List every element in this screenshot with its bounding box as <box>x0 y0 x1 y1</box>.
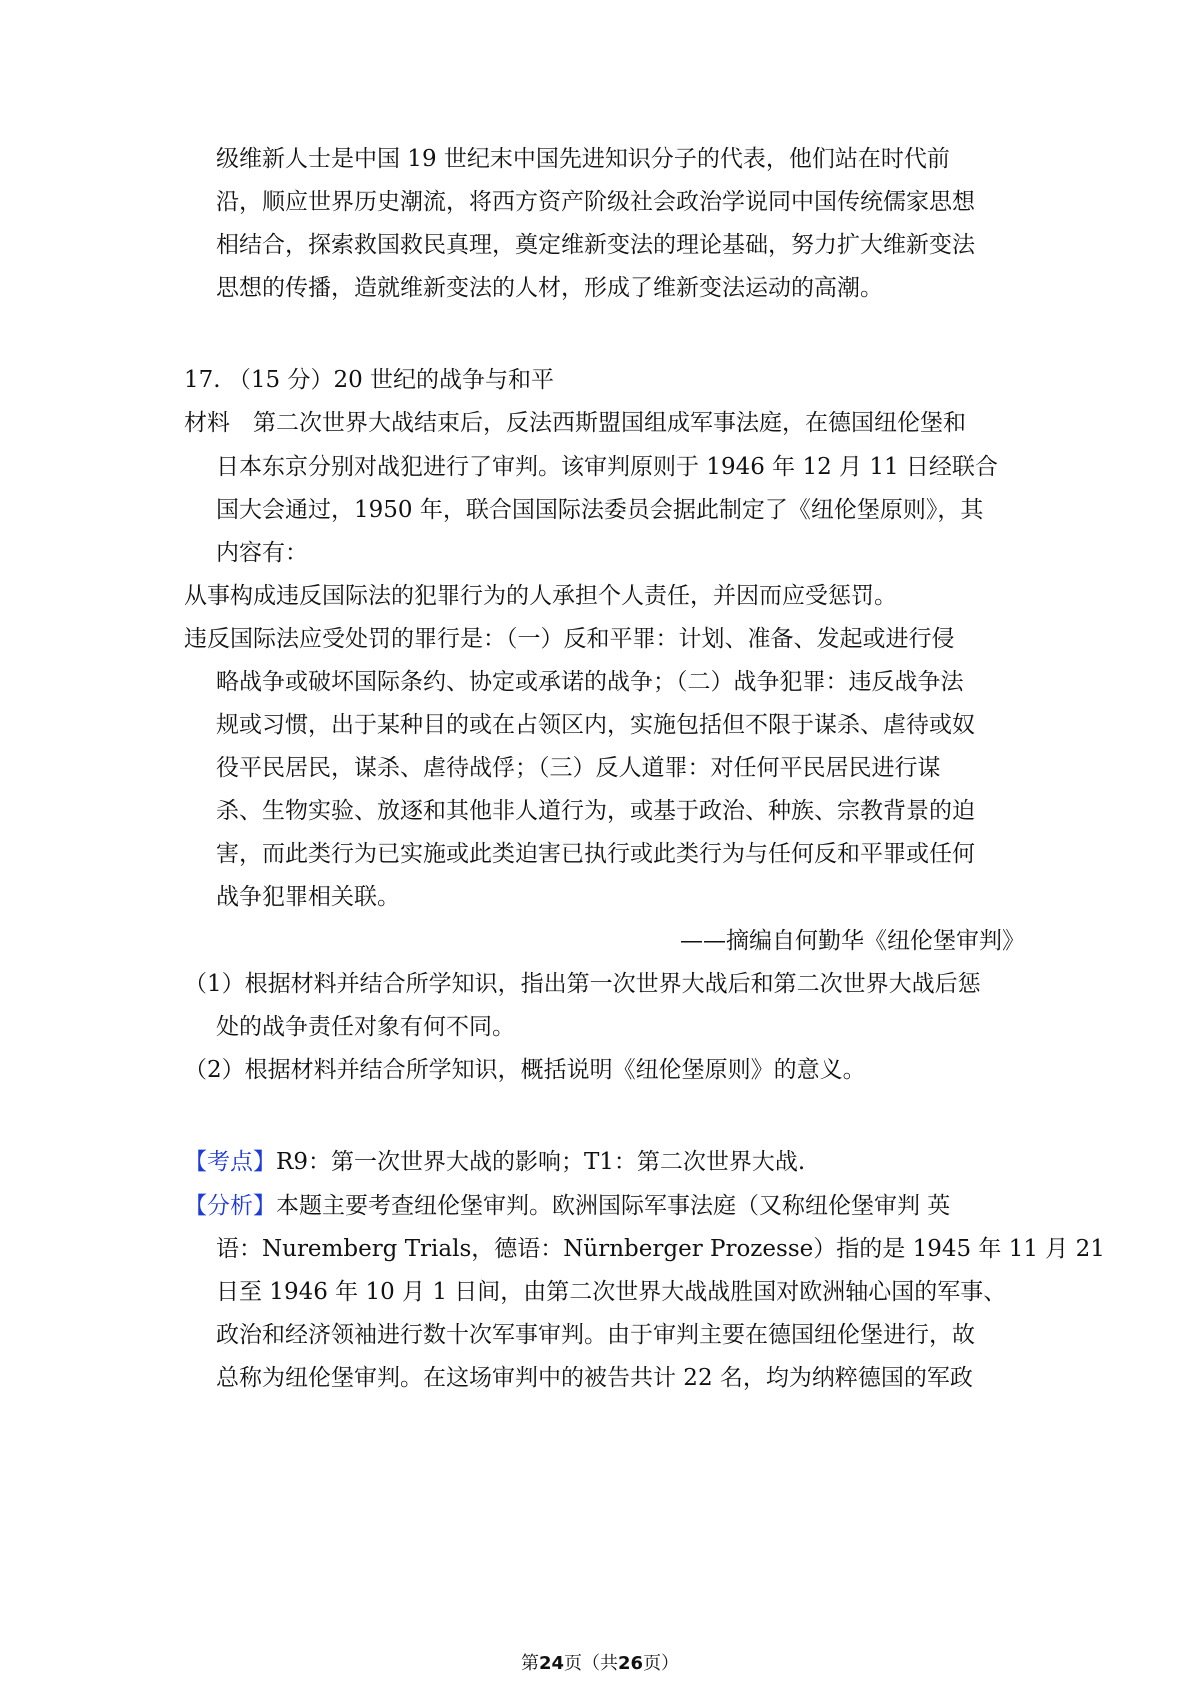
question-heading: 17. （15 分）20 世纪的战争与和平 <box>184 367 555 393</box>
fenxi-cont: 政治和经济领袖进行数十次军事审判。由于审判主要在德国纽伦堡进行，故 <box>216 1322 975 1348</box>
material-line: 国大会通过，1950 年，联合国国际法委员会据此制定了《纽伦堡原则》，其 <box>216 497 984 523</box>
footer-middle: 页（共 <box>564 1653 618 1674</box>
principle-two-line: 害，而此类行为已实施或此类迫害已执行或此类行为与任何反和平罪或任何 <box>216 841 975 867</box>
intro-line: 级维新人士是中国 19 世纪末中国先进知识分子的代表，他们站在时代前 <box>216 146 950 172</box>
principle-one: 从事构成违反国际法的犯罪行为的人承担个人责任，并因而应受惩罚。 <box>184 583 897 609</box>
material-line: 内容有： <box>216 540 308 566</box>
sub-question-1: （1）根据材料并结合所学知识，指出第一次世界大战后和第二次世界大战后惩 <box>184 971 981 997</box>
principle-two-line: 杀、生物实验、放逐和其他非人道行为，或基于政治、种族、宗教背景的迫 <box>216 798 975 824</box>
kaodian-label: 【考点】 <box>184 1149 276 1175</box>
material-line: 日本东京分别对战犯进行了审判。该审判原则于 1946 年 12 月 11 日经联合 <box>216 454 998 480</box>
sub-question-1-cont: 处的战争责任对象有何不同。 <box>216 1014 515 1040</box>
principle-two-line: 役平民居民，谋杀、虐待战俘；（三）反人道罪：对任何平民居民进行谋 <box>216 755 941 781</box>
fenxi-line <box>184 1190 950 1222</box>
intro-line: 沿，顺应世界历史潮流，将西方资产阶级社会政治学说同中国传统儒家思想 <box>216 189 975 215</box>
source-citation: ——摘编自何勤华《纽伦堡审判》 <box>680 928 1025 954</box>
material-line: 材料 第二次世界大战结束后，反法西斯盟国组成军事法庭，在德国纽伦堡和 <box>184 410 966 436</box>
page-number: 24 <box>538 1653 564 1674</box>
fenxi-text: 本题主要考查纽伦堡审判。欧洲国际军事法庭（又称纽伦堡审判 英 <box>276 1193 951 1219</box>
principle-two-line: 违反国际法应受处罚的罪行是：（一）反和平罪：计划、准备、发起或进行侵 <box>184 626 955 652</box>
page-footer <box>0 1652 1200 1676</box>
principle-two-line: 战争犯罪相关联。 <box>216 884 400 910</box>
fenxi-label: 【分析】 <box>184 1193 276 1219</box>
intro-line: 相结合，探索救国救民真理，奠定维新变法的理论基础，努力扩大维新变法 <box>216 232 975 258</box>
principle-two-line: 规或习惯，出于某种目的或在占领区内，实施包括但不限于谋杀、虐待或奴 <box>216 712 975 738</box>
kaodian-line <box>184 1146 805 1178</box>
kaodian-text: R9：第一次世界大战的影响；T1：第二次世界大战. <box>276 1149 806 1175</box>
fenxi-cont: 日至 1946 年 10 月 1 日间，由第二次世界大战战胜国对欧洲轴心国的军事、 <box>216 1279 1007 1305</box>
fenxi-cont: 总称为纽伦堡审判。在这场审判中的被告共计 22 名，均为纳粹德国的军政 <box>216 1365 973 1391</box>
sub-question-2: （2）根据材料并结合所学知识，概括说明《纽伦堡原则》的意义。 <box>184 1057 866 1083</box>
footer-prefix: 第 <box>520 1653 539 1674</box>
principle-two-line: 略战争或破坏国际条约、协定或承诺的战争；（二）战争犯罪：违反战争法 <box>216 669 964 695</box>
page-total: 26 <box>618 1653 644 1674</box>
fenxi-cont: 语：Nuremberg Trials，德语：Nürnberger Prozesse）指的是 1945 年 11 月 21 <box>216 1236 1105 1262</box>
footer-suffix: 页） <box>643 1653 680 1674</box>
intro-line: 思想的传播，造就维新变法的人材，形成了维新变法运动的高潮。 <box>216 275 883 301</box>
